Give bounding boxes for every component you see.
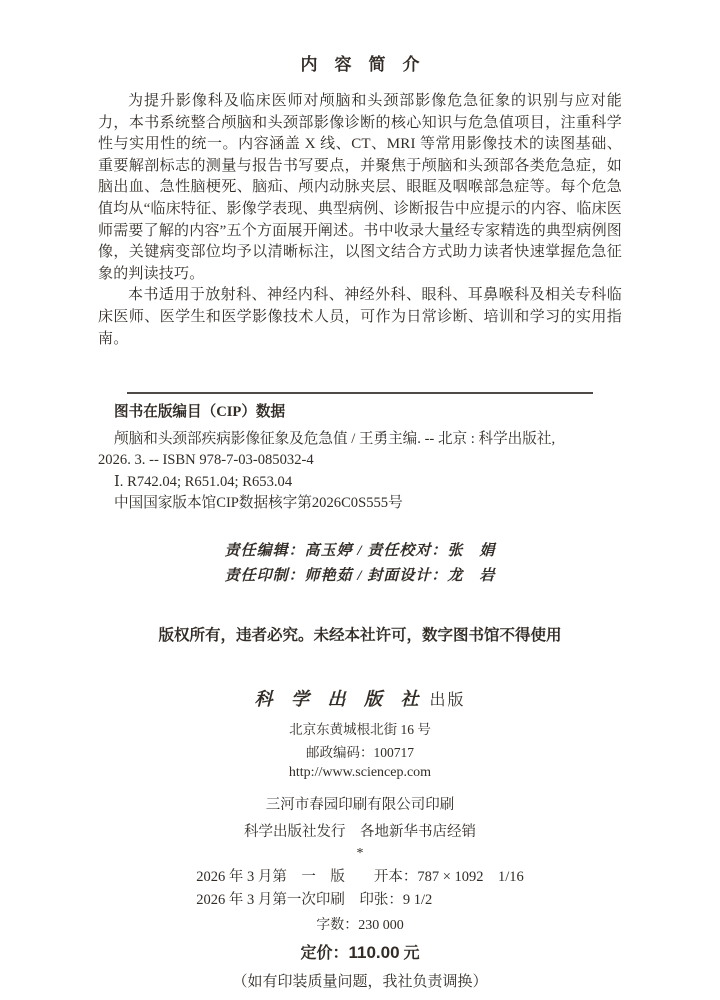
- printer-line: 三河市春园印刷有限公司印刷: [265, 796, 455, 813]
- cip-title-line: 颅脑和头颈部疾病影像征象及危急值 / 王勇主编. -- 北京 : 科学出版社,: [114, 430, 556, 447]
- cip-registry-line: 中国国家版本馆CIP数据核字第2026C0S555号: [114, 495, 403, 512]
- price-line: [98, 940, 622, 963]
- staff-credits: [98, 539, 622, 589]
- credit-editor-line: 责任编辑：高玉婷 / 责任校对：张 娟: [224, 542, 496, 559]
- colophon-block: [98, 685, 622, 991]
- page-title: 内 容 简 介: [300, 55, 420, 74]
- printing-line: 2026 年 3 月第一次印刷 印张：9 1/2: [196, 892, 433, 909]
- cip-isbn-line: 2026. 3. -- ISBN 978-7-03-085032-4: [98, 452, 314, 469]
- exchange-note: （如有印装质量问题，我社负责调换）: [232, 973, 488, 990]
- section-divider: [127, 392, 593, 394]
- price-label: 定价：: [300, 944, 349, 962]
- copyright-notice: 版权所有，违者必究。未经本社许可，数字图书馆不得使用: [158, 626, 562, 644]
- publisher-website: http://www.sciencep.com: [288, 764, 432, 780]
- edition-info: [196, 866, 524, 913]
- cip-header: 图书在版编目（CIP）数据: [114, 404, 286, 421]
- price-number: 110.00: [348, 942, 400, 962]
- edition-line: 2026 年 3 月第 一 版 开本：787 × 1092 1/16: [196, 868, 524, 885]
- publisher-address: 北京东黄城根北街 16 号: [289, 721, 431, 737]
- separator-asterisk: *: [356, 845, 364, 861]
- publisher-line: [98, 685, 622, 711]
- publisher-postcode: 邮政编码：100717: [306, 744, 414, 760]
- cip-data-block: [98, 402, 622, 515]
- content-summary: [98, 91, 622, 350]
- word-count-line: 字数：230 000: [316, 917, 404, 933]
- publisher-suffix: 出版: [429, 691, 466, 709]
- summary-paragraph-2: 本书适用于放射科、神经内科、神经外科、眼科、耳鼻喉科及相关专科临床医师、医学生和医学影像技术人员，可作为日常诊断、培训和学习的实用指南。: [98, 287, 622, 347]
- credit-print-design-line: 责任印制：师艳茹 / 封面设计：龙 岩: [224, 567, 496, 584]
- price-unit: 元: [399, 944, 420, 962]
- distribution-line: 科学出版社发行 各地新华书店经销: [244, 823, 476, 840]
- publisher-logotype: 科 学 出 版 社: [254, 688, 426, 709]
- cip-classification-line: Ⅰ. R742.04; R651.04; R653.04: [114, 473, 293, 490]
- summary-paragraph-1: 为提升影像科及临床医师对颅脑和头颈部影像危急征象的识别与应对能力，本书系统整合颅脑和头颈部影像诊断的核心知识与危急值项目，注重科学性与实用性的统一。内容涵盖 X 线、CT、MRI 等常用影像技术的读图基础、重要解剖标志的测量与报告书写要点，并聚焦于颅脑和头颈部各类危急症，如脑出血、急性脑梗死、脑疝、颅内动脉夹层、眼眶及咽喉部急症等。每个危急值均从“临床特征、影像学表现、典型病例、诊断报告中应提示的内容、临床医师需要了解的内容”五个方面展开阐述。书中收录大量经专家精选的典型病例图像，关键病变部位均予以清晰标注，以图文结合方式助力读者快速掌握危急征象的判读技巧。: [98, 93, 622, 282]
